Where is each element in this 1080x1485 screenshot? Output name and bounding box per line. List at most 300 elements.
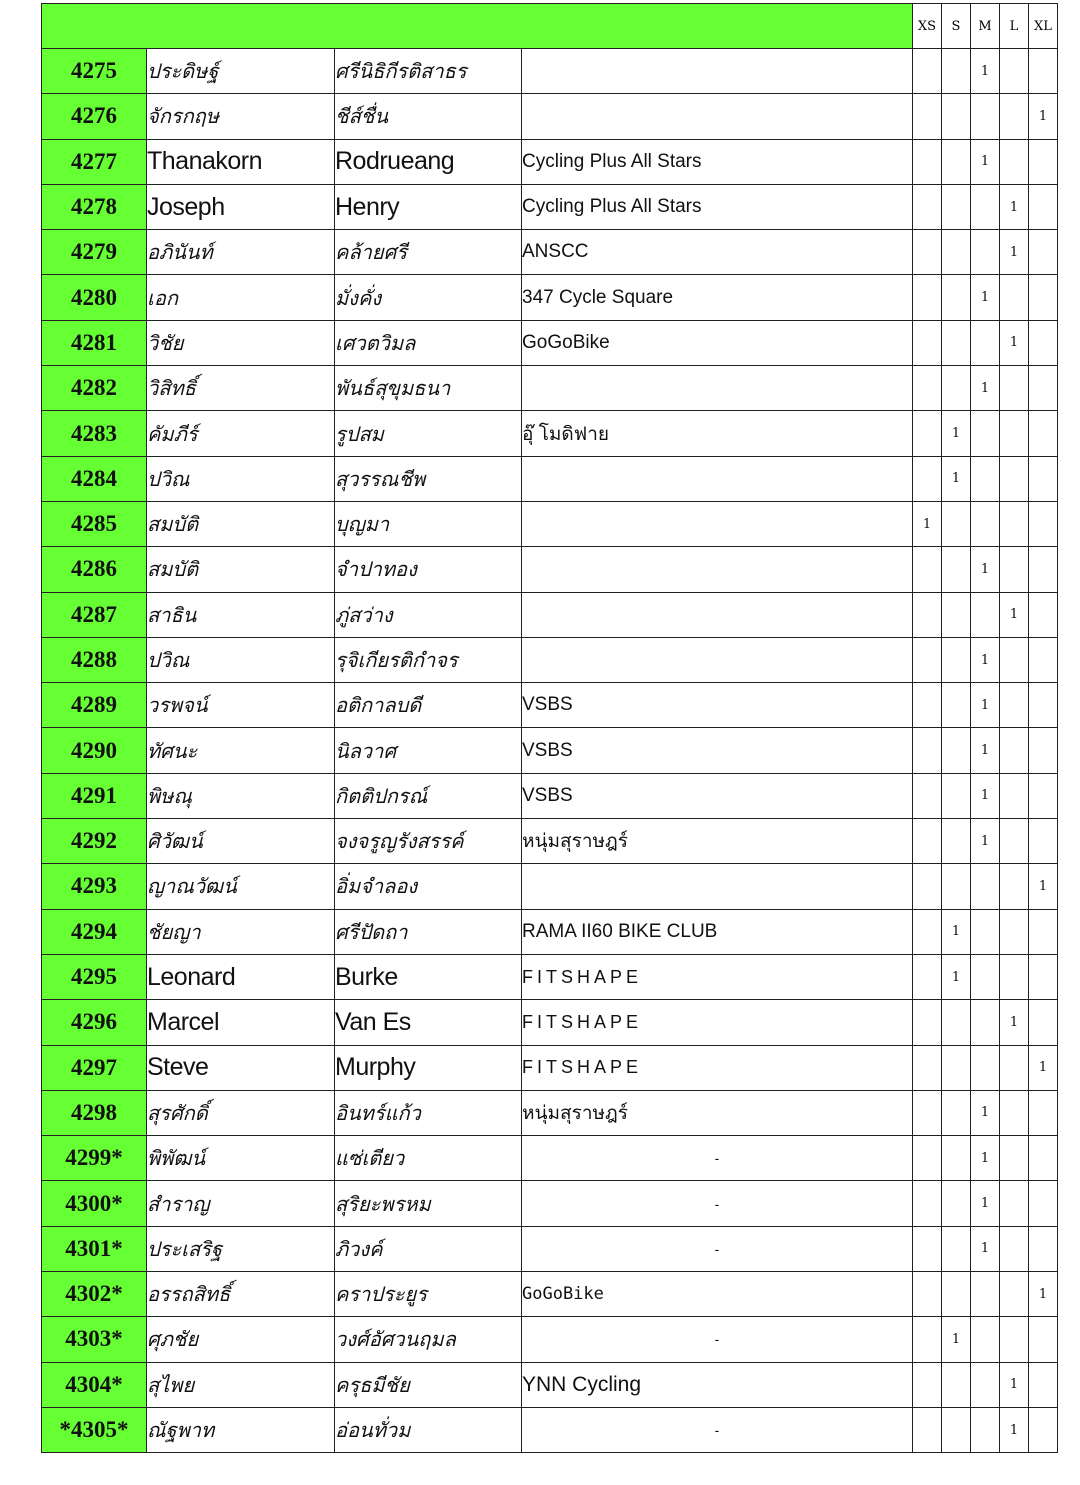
size-cell-l (1000, 1181, 1029, 1226)
size-cell-m (971, 1317, 1000, 1362)
size-cell-s: 1 (942, 954, 971, 999)
size-cell-xl (1029, 1407, 1058, 1452)
bib-number: 4291 (42, 773, 147, 818)
team-name: 347 Cycle Square (522, 275, 913, 320)
first-name: ชัยญา (147, 909, 335, 954)
roster-body (42, 4, 1058, 1453)
size-cell-xl: 1 (1029, 94, 1058, 139)
bib-number: 4286 (42, 547, 147, 592)
table-row (42, 909, 1058, 954)
size-header-m: M (971, 4, 1000, 49)
size-cell-xl: 1 (1029, 1272, 1058, 1317)
size-cell-l (1000, 819, 1029, 864)
bib-number: 4289 (42, 683, 147, 728)
bib-number: 4299* (42, 1136, 147, 1181)
size-cell-m (971, 411, 1000, 456)
team-name: - (522, 1181, 913, 1226)
last-name: รุจิเกียรติกำจร (335, 637, 522, 682)
size-cell-xs (913, 366, 942, 411)
first-name: สมบัติ (147, 547, 335, 592)
first-name: Marcel (147, 1000, 335, 1045)
size-cell-xl (1029, 230, 1058, 275)
size-cell-xs (913, 139, 942, 184)
last-name: คราประยูร (335, 1272, 522, 1317)
size-cell-s (942, 1226, 971, 1271)
last-name: สุริยะพรหม (335, 1181, 522, 1226)
bib-number: 4292 (42, 819, 147, 864)
size-cell-xs (913, 94, 942, 139)
bib-number: *4305* (42, 1407, 147, 1452)
header-row (42, 4, 1058, 49)
size-cell-l (1000, 1226, 1029, 1271)
size-cell-xs (913, 1000, 942, 1045)
first-name: อภินันท์ (147, 230, 335, 275)
bib-number: 4276 (42, 94, 147, 139)
first-name: ศุภชัย (147, 1317, 335, 1362)
first-name: สำราญ (147, 1181, 335, 1226)
size-cell-xl (1029, 275, 1058, 320)
first-name: ปวิณ (147, 637, 335, 682)
size-cell-m (971, 1407, 1000, 1452)
size-cell-s: 1 (942, 411, 971, 456)
size-cell-xl (1029, 637, 1058, 682)
first-name: ประดิษฐ์ (147, 49, 335, 94)
header-blank-cell (42, 4, 913, 49)
bib-number: 4304* (42, 1362, 147, 1407)
table-row (42, 1045, 1058, 1090)
last-name: อ่อนทั่วม (335, 1407, 522, 1452)
size-cell-xl (1029, 954, 1058, 999)
last-name: จำปาทอง (335, 547, 522, 592)
size-cell-m (971, 864, 1000, 909)
team-name: - (522, 1317, 913, 1362)
size-cell-xl (1029, 728, 1058, 773)
last-name: ศรีปัดถา (335, 909, 522, 954)
first-name: Thanakorn (147, 139, 335, 184)
size-cell-xs (913, 456, 942, 501)
size-cell-s (942, 49, 971, 94)
table-row (42, 230, 1058, 275)
size-cell-xl (1029, 1226, 1058, 1271)
last-name: Rodrueang (335, 139, 522, 184)
size-cell-m: 1 (971, 1136, 1000, 1181)
table-row (42, 320, 1058, 365)
size-cell-s (942, 501, 971, 546)
size-cell-l (1000, 1272, 1029, 1317)
table-row (42, 728, 1058, 773)
size-header-s: S (942, 4, 971, 49)
table-row (42, 456, 1058, 501)
size-cell-m: 1 (971, 49, 1000, 94)
first-name: วิชัย (147, 320, 335, 365)
size-cell-xs (913, 954, 942, 999)
last-name: เศวตวิมล (335, 320, 522, 365)
size-cell-l (1000, 1317, 1029, 1362)
table-row (42, 864, 1058, 909)
last-name: ครุธมีชัย (335, 1362, 522, 1407)
first-name: พิษณุ (147, 773, 335, 818)
size-cell-s (942, 1362, 971, 1407)
table-row (42, 547, 1058, 592)
size-cell-l (1000, 94, 1029, 139)
size-cell-l (1000, 411, 1029, 456)
team-name (522, 637, 913, 682)
size-cell-xs (913, 819, 942, 864)
size-cell-l: 1 (1000, 184, 1029, 229)
size-cell-xl (1029, 320, 1058, 365)
size-cell-l (1000, 456, 1029, 501)
size-cell-m (971, 320, 1000, 365)
size-cell-xl: 1 (1029, 1045, 1058, 1090)
table-row (42, 366, 1058, 411)
size-cell-m: 1 (971, 773, 1000, 818)
bib-number: 4295 (42, 954, 147, 999)
first-name: ณัฐพาท (147, 1407, 335, 1452)
team-name: FITSHAPE (522, 954, 913, 999)
last-name: รูปสม (335, 411, 522, 456)
last-name: Burke (335, 954, 522, 999)
table-row (42, 501, 1058, 546)
bib-number: 4296 (42, 1000, 147, 1045)
team-name: VSBS (522, 728, 913, 773)
bib-number: 4288 (42, 637, 147, 682)
last-name: ชีส์ชื่น (335, 94, 522, 139)
size-cell-l (1000, 1090, 1029, 1135)
size-cell-xs (913, 1090, 942, 1135)
size-cell-s (942, 592, 971, 637)
size-cell-xl (1029, 139, 1058, 184)
size-cell-s (942, 683, 971, 728)
first-name: วิสิทธิ์ (147, 366, 335, 411)
size-cell-s (942, 230, 971, 275)
size-cell-s (942, 1136, 971, 1181)
first-name: สุรศักดิ์ (147, 1090, 335, 1135)
team-name: Cycling Plus All Stars (522, 184, 913, 229)
size-cell-m: 1 (971, 1226, 1000, 1271)
table-row (42, 184, 1058, 229)
size-cell-xs (913, 773, 942, 818)
size-cell-m (971, 230, 1000, 275)
size-cell-m (971, 954, 1000, 999)
first-name: ประเสริฐ (147, 1226, 335, 1271)
team-name (522, 456, 913, 501)
size-cell-l: 1 (1000, 230, 1029, 275)
size-cell-xs (913, 547, 942, 592)
bib-number: 4297 (42, 1045, 147, 1090)
table-row (42, 1000, 1058, 1045)
first-name: เอก (147, 275, 335, 320)
team-name (522, 366, 913, 411)
first-name: สาธิน (147, 592, 335, 637)
size-cell-m (971, 94, 1000, 139)
table-row (42, 1090, 1058, 1135)
first-name: จักรกฤษ (147, 94, 335, 139)
size-cell-m: 1 (971, 819, 1000, 864)
bib-number: 4279 (42, 230, 147, 275)
bib-number: 4278 (42, 184, 147, 229)
size-cell-l (1000, 728, 1029, 773)
size-cell-s (942, 1272, 971, 1317)
size-cell-xs (913, 1272, 942, 1317)
size-cell-xl (1029, 1136, 1058, 1181)
table-row (42, 1181, 1058, 1226)
size-cell-xs (913, 1317, 942, 1362)
size-cell-l (1000, 773, 1029, 818)
table-row (42, 411, 1058, 456)
team-name: GoGoBike (522, 1272, 913, 1317)
last-name: แซ่เตียว (335, 1136, 522, 1181)
size-cell-xl (1029, 49, 1058, 94)
size-cell-xl (1029, 1317, 1058, 1362)
size-cell-xs (913, 909, 942, 954)
size-cell-l (1000, 637, 1029, 682)
team-name: RAMA II60 BIKE CLUB (522, 909, 913, 954)
size-cell-xs (913, 1226, 942, 1271)
size-cell-xs (913, 411, 942, 456)
first-name: Joseph (147, 184, 335, 229)
first-name: คัมภีร์ (147, 411, 335, 456)
first-name: ศิวัฒน์ (147, 819, 335, 864)
size-cell-s (942, 320, 971, 365)
bib-number: 4298 (42, 1090, 147, 1135)
size-cell-s (942, 637, 971, 682)
size-cell-xl (1029, 501, 1058, 546)
table-row (42, 1226, 1058, 1271)
size-cell-l (1000, 909, 1029, 954)
bib-number: 4303* (42, 1317, 147, 1362)
team-name (522, 49, 913, 94)
size-cell-l (1000, 139, 1029, 184)
size-cell-xs (913, 49, 942, 94)
team-name: FITSHAPE (522, 1000, 913, 1045)
last-name: นิลวาศ (335, 728, 522, 773)
team-name: - (522, 1136, 913, 1181)
size-cell-m: 1 (971, 139, 1000, 184)
size-cell-s (942, 275, 971, 320)
size-cell-m: 1 (971, 683, 1000, 728)
size-cell-xl (1029, 456, 1058, 501)
team-name: FITSHAPE (522, 1045, 913, 1090)
first-name: ปวิณ (147, 456, 335, 501)
team-name: GoGoBike (522, 320, 913, 365)
size-cell-s (942, 1045, 971, 1090)
last-name: มั่งคั่ง (335, 275, 522, 320)
bib-number: 4294 (42, 909, 147, 954)
last-name: สุวรรณชีพ (335, 456, 522, 501)
last-name: Van Es (335, 1000, 522, 1045)
size-cell-m: 1 (971, 547, 1000, 592)
team-name: YNN Cycling (522, 1362, 913, 1407)
size-cell-s (942, 547, 971, 592)
last-name: ภู่สว่าง (335, 592, 522, 637)
size-cell-s (942, 1000, 971, 1045)
size-cell-m (971, 592, 1000, 637)
first-name: Leonard (147, 954, 335, 999)
size-cell-xs (913, 184, 942, 229)
size-cell-s (942, 1181, 971, 1226)
size-cell-s (942, 94, 971, 139)
first-name: ทัศนะ (147, 728, 335, 773)
bib-number: 4275 (42, 49, 147, 94)
size-cell-xs (913, 1407, 942, 1452)
size-cell-xs (913, 728, 942, 773)
size-cell-s: 1 (942, 456, 971, 501)
last-name: อิ่มจำลอง (335, 864, 522, 909)
team-name: VSBS (522, 683, 913, 728)
bib-number: 4280 (42, 275, 147, 320)
shirt-size-roster-table (41, 3, 1058, 1453)
table-row (42, 1362, 1058, 1407)
size-cell-xl (1029, 411, 1058, 456)
bib-number: 4282 (42, 366, 147, 411)
size-cell-l (1000, 501, 1029, 546)
table-row (42, 1136, 1058, 1181)
first-name: พิพัฒน์ (147, 1136, 335, 1181)
size-cell-xs (913, 320, 942, 365)
last-name: คล้ายศรี (335, 230, 522, 275)
bib-number: 4290 (42, 728, 147, 773)
size-cell-xl (1029, 1000, 1058, 1045)
team-name: VSBS (522, 773, 913, 818)
last-name: ศรีนิธิกีรติสาธร (335, 49, 522, 94)
bib-number: 4283 (42, 411, 147, 456)
size-cell-xs: 1 (913, 501, 942, 546)
size-cell-xs (913, 275, 942, 320)
size-cell-s (942, 184, 971, 229)
size-cell-xl (1029, 184, 1058, 229)
size-cell-xl (1029, 683, 1058, 728)
bib-number: 4287 (42, 592, 147, 637)
last-name: Murphy (335, 1045, 522, 1090)
size-cell-xl (1029, 366, 1058, 411)
size-cell-l: 1 (1000, 1407, 1029, 1452)
team-name: ANSCC (522, 230, 913, 275)
table-row (42, 637, 1058, 682)
size-cell-l (1000, 954, 1029, 999)
first-name: สุไพย (147, 1362, 335, 1407)
size-cell-s (942, 1407, 971, 1452)
size-cell-l (1000, 275, 1029, 320)
size-cell-l (1000, 864, 1029, 909)
last-name: อติกาลบดี (335, 683, 522, 728)
size-cell-l: 1 (1000, 1000, 1029, 1045)
size-cell-l (1000, 1136, 1029, 1181)
bib-number: 4300* (42, 1181, 147, 1226)
size-cell-xl (1029, 547, 1058, 592)
size-cell-m: 1 (971, 1090, 1000, 1135)
table-row (42, 954, 1058, 999)
size-cell-xs (913, 1136, 942, 1181)
table-row (42, 592, 1058, 637)
size-cell-m: 1 (971, 637, 1000, 682)
table-row (42, 773, 1058, 818)
table-row (42, 1317, 1058, 1362)
size-cell-m (971, 909, 1000, 954)
first-name: อรรถสิทธิ์ (147, 1272, 335, 1317)
size-cell-m: 1 (971, 1181, 1000, 1226)
size-cell-xl (1029, 819, 1058, 864)
first-name: ญาณวัฒน์ (147, 864, 335, 909)
size-cell-l: 1 (1000, 592, 1029, 637)
size-cell-s (942, 366, 971, 411)
size-cell-xs (913, 683, 942, 728)
size-header-xs: XS (913, 4, 942, 49)
team-name: อุ๊ โมดิฟาย (522, 411, 913, 456)
last-name: Henry (335, 184, 522, 229)
first-name: Steve (147, 1045, 335, 1090)
size-cell-m: 1 (971, 366, 1000, 411)
size-cell-s (942, 819, 971, 864)
size-cell-xl (1029, 1181, 1058, 1226)
last-name: อินทร์แก้ว (335, 1090, 522, 1135)
table-row (42, 819, 1058, 864)
table-row (42, 1272, 1058, 1317)
team-name: - (522, 1407, 913, 1452)
size-cell-xs (913, 1045, 942, 1090)
bib-number: 4302* (42, 1272, 147, 1317)
team-name (522, 592, 913, 637)
size-cell-l: 1 (1000, 1362, 1029, 1407)
size-cell-xl (1029, 909, 1058, 954)
size-cell-m: 1 (971, 275, 1000, 320)
size-header-l: L (1000, 4, 1029, 49)
size-cell-xs (913, 592, 942, 637)
bib-number: 4284 (42, 456, 147, 501)
team-name: หนุ่มสุราษฎร์ (522, 1090, 913, 1135)
team-name: Cycling Plus All Stars (522, 139, 913, 184)
size-cell-xl: 1 (1029, 864, 1058, 909)
size-header-xl: XL (1029, 4, 1058, 49)
team-name (522, 501, 913, 546)
team-name (522, 94, 913, 139)
size-cell-l (1000, 1045, 1029, 1090)
size-cell-l (1000, 366, 1029, 411)
size-cell-xs (913, 637, 942, 682)
last-name: จงจรูญรังสรรค์ (335, 819, 522, 864)
team-name: - (522, 1226, 913, 1271)
size-cell-s (942, 864, 971, 909)
size-cell-xs (913, 864, 942, 909)
size-cell-m (971, 501, 1000, 546)
table-row (42, 94, 1058, 139)
size-cell-s (942, 773, 971, 818)
bib-number: 4293 (42, 864, 147, 909)
last-name: วงศ์อัศวนฤมล (335, 1317, 522, 1362)
size-cell-s (942, 1090, 971, 1135)
team-name (522, 864, 913, 909)
size-cell-xl (1029, 1090, 1058, 1135)
table-row (42, 139, 1058, 184)
team-name (522, 547, 913, 592)
team-name: หนุ่มสุราษฎร์ (522, 819, 913, 864)
last-name: บุญมา (335, 501, 522, 546)
last-name: กิตติปกรณ์ (335, 773, 522, 818)
size-cell-m (971, 1000, 1000, 1045)
size-cell-s (942, 728, 971, 773)
size-cell-m (971, 456, 1000, 501)
size-cell-xs (913, 230, 942, 275)
size-cell-l (1000, 683, 1029, 728)
size-cell-s: 1 (942, 909, 971, 954)
size-cell-s: 1 (942, 1317, 971, 1362)
size-cell-m (971, 1272, 1000, 1317)
first-name: วรพจน์ (147, 683, 335, 728)
size-cell-xs (913, 1181, 942, 1226)
bib-number: 4277 (42, 139, 147, 184)
size-cell-l (1000, 49, 1029, 94)
last-name: พันธ์สุขุมธนา (335, 366, 522, 411)
table-row (42, 275, 1058, 320)
